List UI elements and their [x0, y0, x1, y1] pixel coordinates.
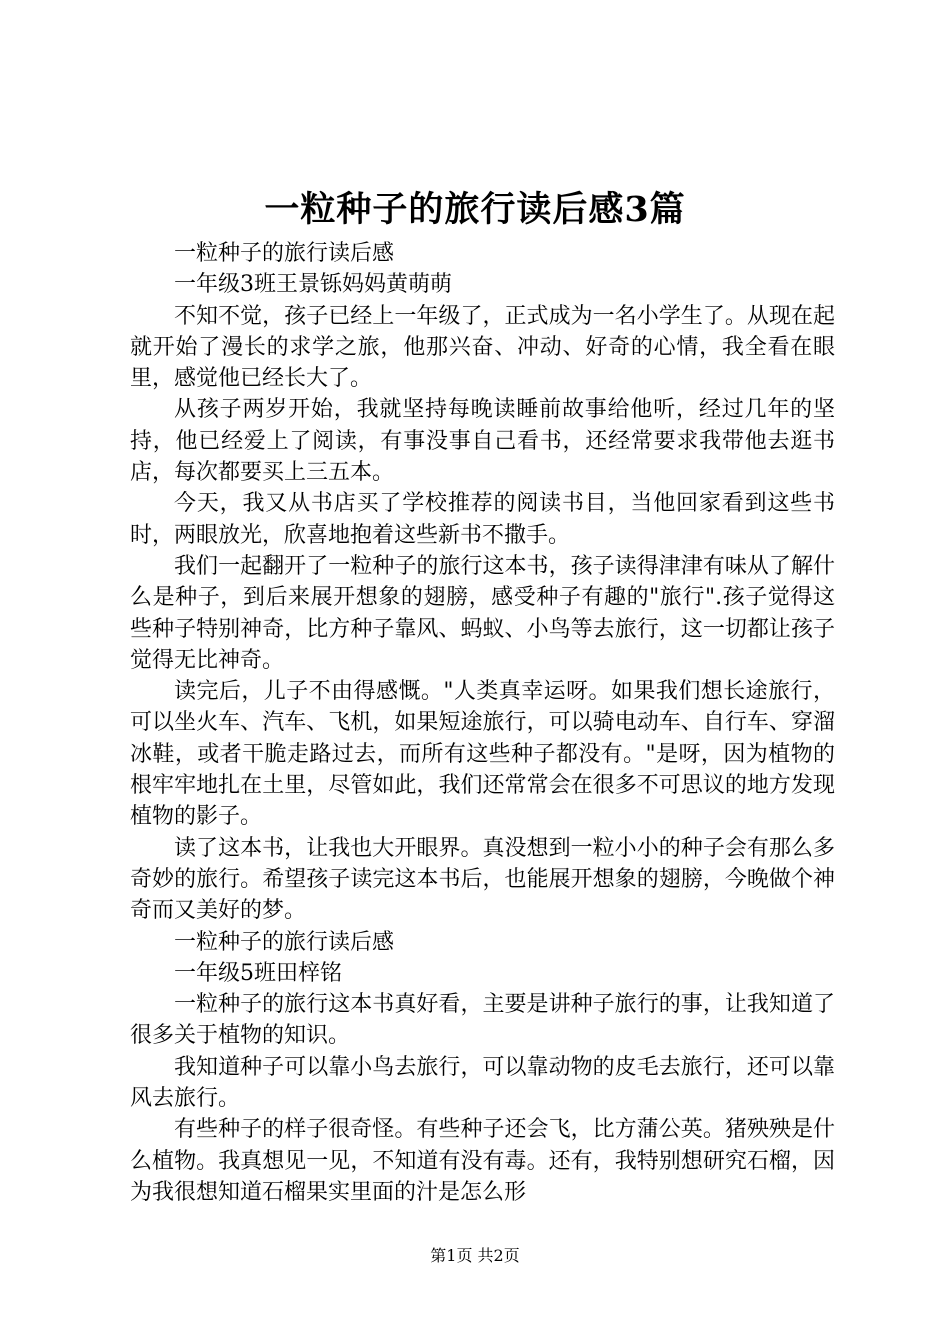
- paragraph: 一粒种子的旅行这本书真好看，主要是讲种子旅行的事，让我知道了很多关于植物的知识。: [130, 992, 835, 1049]
- paragraph: 有些种子的样子很奇怪。有些种子还会飞，比方蒲公英。猪殃殃是什么植物。我真想见一见，不知道有没有毒。还有，我特别想研究石榴，因为我很想知道石榴果实里面的汁是怎么形: [130, 1117, 835, 1205]
- paragraph-subtitle-1: 一粒种子的旅行读后感: [174, 241, 395, 266]
- document-title: 一粒种子的旅行读后感3篇: [264, 189, 686, 230]
- document-body: [130, 238, 835, 1208]
- paragraph: 我们一起翻开了一粒种子的旅行这本书，孩子读得津津有味从了解什么是种子，到后来展开想象的翅膀，感受种子有趣的"旅行".孩子觉得这些种子特别神奇，比方种子靠风、蚂蚁、小鸟等去旅行，这一切都让孩子觉得无比神奇。: [130, 553, 835, 673]
- page-footer: 第1页 共2页: [430, 1246, 520, 1265]
- paragraph: 今天，我又从书店买了学校推荐的阅读书目，当他回家看到这些书时，两眼放光，欣喜地抱着这些新书不撒手。: [130, 491, 835, 548]
- paragraph: 不知不觉，孩子已经上一年级了，正式成为一名小学生了。从现在起就开始了漫长的求学之旅，他那兴奋、冲动、好奇的心情，我全看在眼里，感觉他已经长大了。: [130, 303, 835, 392]
- paragraph: 读了这本书，让我也大开眼界。真没想到一粒小小的种子会有那么多奇妙的旅行。希望孩子读完这本书后，也能展开想象的翅膀，今晚做个神奇而又美好的梦。: [130, 835, 835, 924]
- paragraph: 从孩子两岁开始，我就坚持每晚读睡前故事给他听，经过几年的坚持，他已经爱上了阅读，有事没事自己看书，还经常要求我带他去逛书店，每次都要买上三五本。: [130, 397, 835, 486]
- paragraph: 读完后，儿子不由得感慨。"人类真幸运呀。如果我们想长途旅行，可以坐火车、汽车、飞机，如果短途旅行，可以骑电动车、自行车、穿溜冰鞋，或者干脆走路过去，而所有这些种子都没有。"是呀，因为植物的根牢牢地扎在土里，尽管如此，我们还常常会在很多不可思议的地方发现植物的影子。: [130, 679, 835, 830]
- paragraph: 我知道种子可以靠小鸟去旅行，可以靠动物的皮毛去旅行，还可以靠风去旅行。: [130, 1054, 835, 1112]
- paragraph-author-2: 一年级5班田梓铭: [174, 960, 342, 986]
- paragraph-author-1: 一年级3班王景铄妈妈黄萌萌: [174, 272, 452, 298]
- paragraph-subtitle-2: 一粒种子的旅行读后感: [174, 929, 395, 955]
